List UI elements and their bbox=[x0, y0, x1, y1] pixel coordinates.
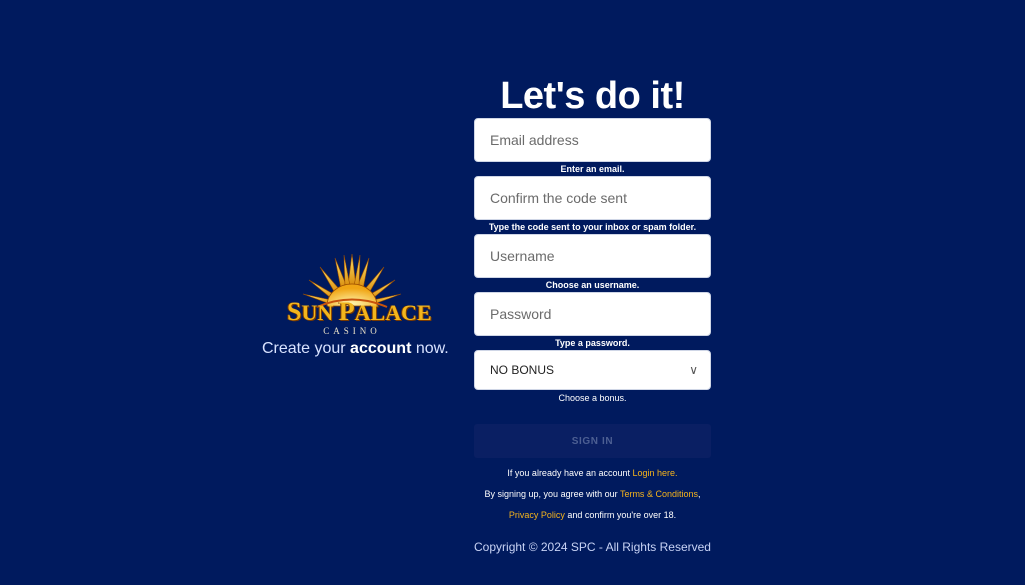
username-hint: Choose an username. bbox=[545, 280, 640, 290]
terms-line bbox=[474, 484, 711, 505]
bonus-hint: Choose a bonus. bbox=[558, 393, 627, 403]
copyright-text: Copyright © 2024 SPC - All Rights Reserved bbox=[474, 540, 711, 554]
password-field[interactable] bbox=[474, 292, 711, 336]
tagline-post: now. bbox=[411, 340, 449, 357]
privacy-text: and confirm you're over 18. bbox=[564, 510, 677, 520]
brand-block bbox=[262, 252, 449, 358]
terms-link[interactable]: Terms & Conditions bbox=[619, 489, 698, 499]
logo-rest-1: UN bbox=[301, 300, 339, 325]
logo-subtitle: CASINO bbox=[323, 326, 381, 336]
logo-initial-1: S bbox=[287, 297, 302, 326]
sun-palace-logo bbox=[287, 252, 432, 338]
login-text: If you already have an account bbox=[507, 468, 633, 478]
signup-form bbox=[474, 70, 711, 554]
password-hint: Type a password. bbox=[555, 338, 630, 348]
page-title: Let's do it! bbox=[500, 75, 685, 117]
chevron-down-icon: ∨ bbox=[689, 363, 698, 377]
terms-post: , bbox=[697, 489, 701, 499]
login-link[interactable]: Login here. bbox=[632, 468, 678, 478]
email-field[interactable] bbox=[474, 118, 711, 162]
code-field[interactable] bbox=[474, 176, 711, 220]
bonus-select[interactable] bbox=[474, 350, 711, 390]
logo-initial-2: P bbox=[338, 297, 355, 326]
username-field[interactable] bbox=[474, 234, 711, 278]
code-hint: Type the code sent to your inbox or spam folder. bbox=[488, 222, 697, 232]
terms-text: By signing up, you agree with our bbox=[484, 489, 620, 499]
sign-in-button[interactable]: SIGN IN bbox=[474, 424, 711, 458]
privacy-line bbox=[474, 505, 711, 526]
tagline bbox=[262, 340, 449, 358]
privacy-link[interactable]: Privacy Policy bbox=[508, 510, 565, 520]
logo-wordmark bbox=[287, 297, 432, 326]
login-line bbox=[474, 463, 711, 484]
email-hint: Enter an email. bbox=[560, 164, 625, 174]
tagline-bold: account bbox=[350, 340, 412, 357]
logo-rest-2: ALACE bbox=[354, 300, 432, 325]
tagline-pre: Create your bbox=[262, 340, 351, 357]
bonus-select-value: NO BONUS bbox=[490, 363, 555, 377]
